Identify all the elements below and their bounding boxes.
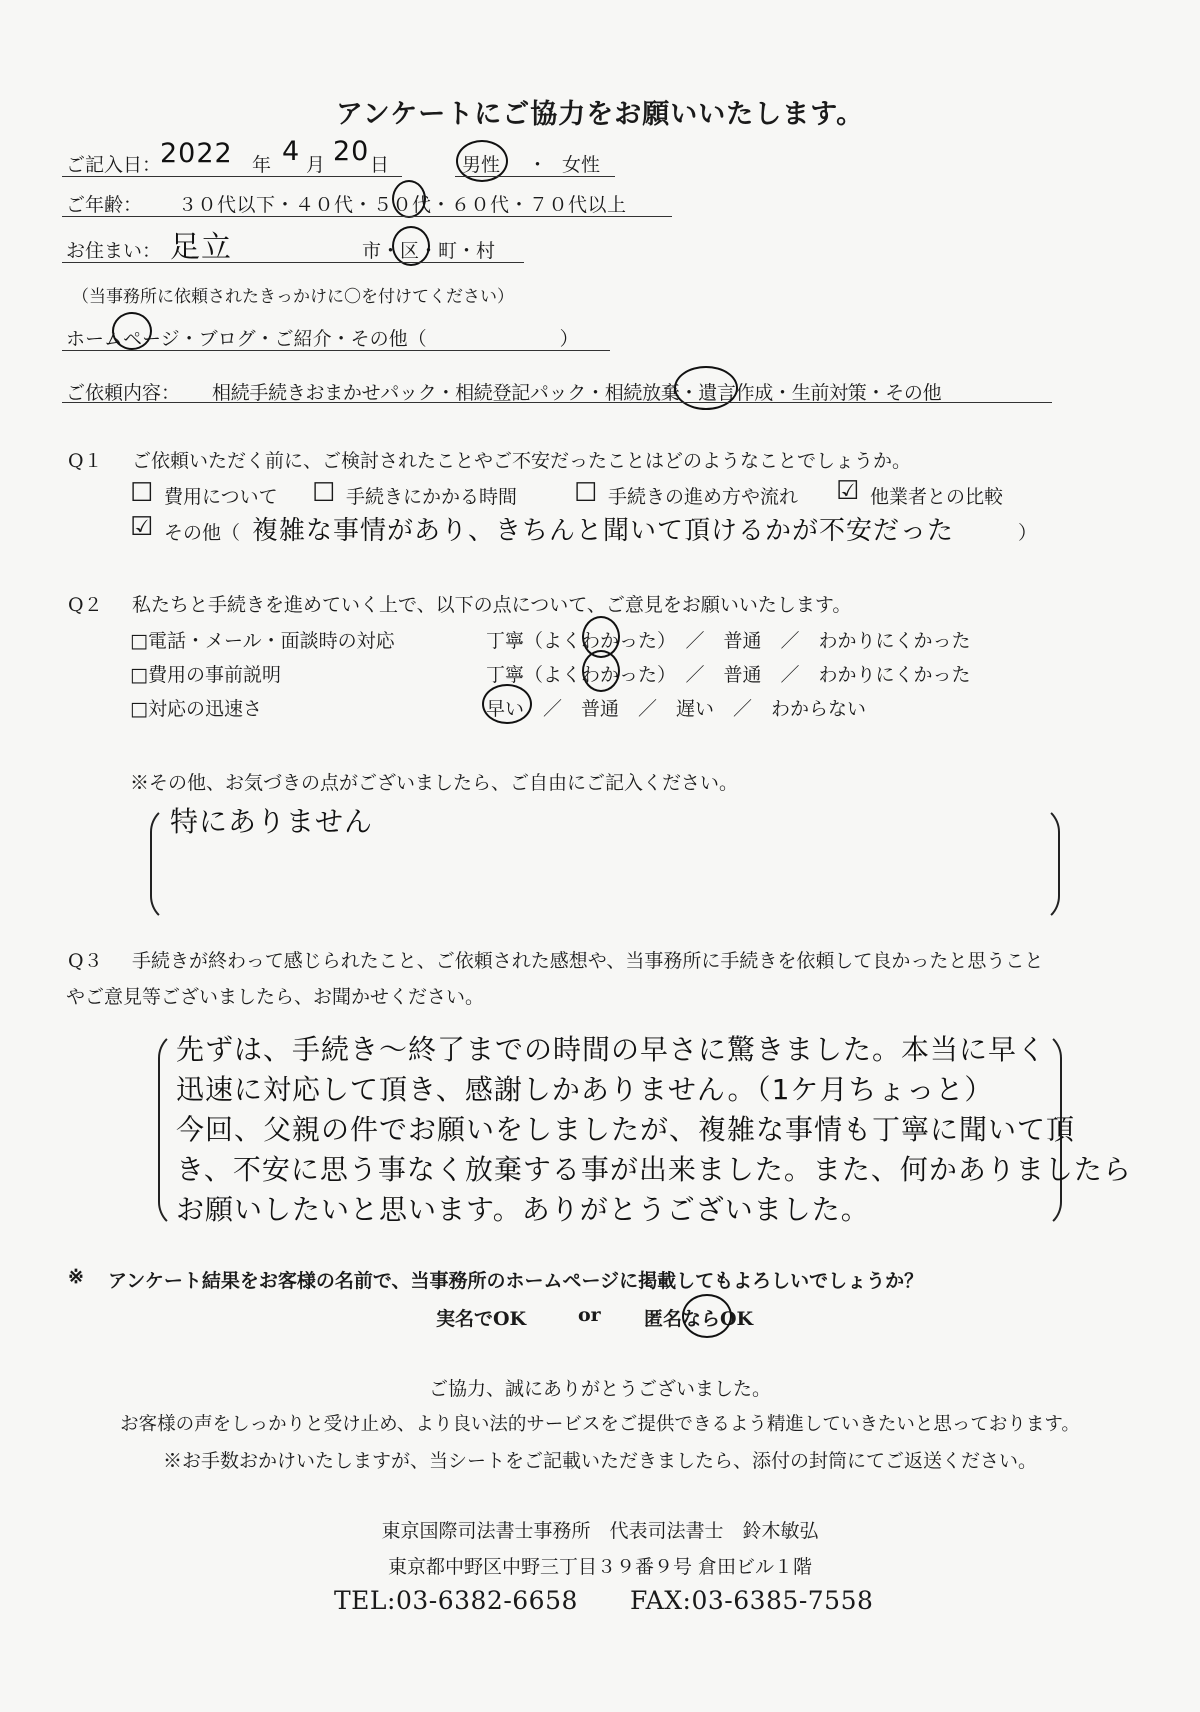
q2-scale2-circle <box>582 650 620 692</box>
q1-number: Q１ <box>68 450 103 472</box>
q3-question-line1: 手続きが終わって感じられたこと、ご依頼された感想や、当事務所に手続きを依頼して良かったと思うこと <box>132 950 1044 972</box>
date-year-unit: 年 <box>252 154 272 176</box>
residence-underline <box>62 262 524 263</box>
age-underline <box>62 216 672 217</box>
q1-opt1-label: 費用について <box>164 486 278 508</box>
q3-number: Q３ <box>68 950 103 972</box>
q1-opt4-checkbox[interactable]: ☑ <box>836 476 860 506</box>
date-month: 4 <box>282 136 301 167</box>
q2-item2[interactable]: □費用の事前説明 <box>130 664 281 686</box>
publish-or: or <box>578 1304 601 1326</box>
date-day-unit: 日 <box>370 154 390 176</box>
q2-item1[interactable]: □電話・メール・面談時の対応 <box>130 630 395 652</box>
trigger-options: ホームページ・ブログ・ご紹介・その他（ ） <box>66 328 579 350</box>
request-renunciation-circle <box>674 366 738 410</box>
date-year: 2022 <box>160 138 233 169</box>
q3-answer-line-1: 先ずは、手続き〜終了までの時間の早さに驚きました。本当に早く <box>176 1033 1047 1066</box>
closing-return-note: ※お手数おかけいたしますが、当シートをご記載いただきましたら、添付の封筒にてご返送ください。 <box>162 1450 1037 1472</box>
date-label: ご記入日： <box>66 154 162 176</box>
request-label: ご依頼内容： <box>66 382 181 404</box>
trigger-homepage-circle <box>112 312 152 350</box>
q2-scale2: 丁寧（よくわかった） ／ 普通 ／ わかりにくかった <box>486 664 971 686</box>
q3-answer-line-5: お願いしたいと思います。ありがとうございました。 <box>176 1193 870 1226</box>
q2-scale1: 丁寧（よくわかった） ／ 普通 ／ わかりにくかった <box>486 630 971 652</box>
age-options: ３０代以下・４０代・５０代・６０代・７０代以上 <box>178 194 627 216</box>
date-month-unit: 月 <box>306 154 326 176</box>
publish-question: アンケート結果をお客様の名前で、当事務所のホームページに掲載してもよろしいでしょうか？ <box>108 1270 924 1292</box>
page-title: アンケートにご協力をお願いいたします。 <box>335 99 865 130</box>
residence-label: お住まい： <box>66 240 162 262</box>
publish-real-name[interactable]: 実名でOK <box>436 1308 527 1330</box>
q1-other-checkbox[interactable]: ☑ <box>130 512 154 542</box>
office-address: 東京都中野区中野三丁目３９番９号 倉田ビル１階 <box>387 1556 813 1578</box>
q2-free-label: ※その他、お気づきの点がございましたら、ご自由にご記入ください。 <box>130 772 739 794</box>
q3-answer-line-2: 迅速に対応して頂き、感謝しかありません。（1ケ月ちょっと） <box>176 1073 994 1106</box>
q2-free-text: 特にありません <box>170 805 374 838</box>
closing-thanks: ご協力、誠にありがとうございました。 <box>428 1378 771 1400</box>
office-fax: FAX:03-6385-7558 <box>630 1586 874 1615</box>
request-underline <box>62 402 1052 403</box>
gender-female: 女性 <box>562 154 601 176</box>
q1-other-text: 複雑な事情があり、きちんと聞いて頂けるかが不安だった <box>252 516 955 546</box>
q1-question: ご依頼いただく前に、ご検討されたことやご不安だったことはどのようなことでしょうか。 <box>132 450 912 472</box>
request-options: 相続手続きおまかせパック・相続登記パック・相続放棄・遺言作成・生前対策・その他 <box>212 382 942 404</box>
residence-options: 市・区・町・村 <box>362 240 496 262</box>
gender-sep: ・ <box>528 154 548 176</box>
office-tel: TEL:03-6382-6658 <box>334 1586 578 1615</box>
q1-opt1-checkbox[interactable]: ☐ <box>130 478 154 508</box>
q1-opt3-checkbox[interactable]: ☐ <box>574 478 598 508</box>
closing-message: お客様の声をしっかりと受け止め、より良い法的サービスをご提供できるよう精進していきたいと思っております。 <box>120 1414 1080 1435</box>
q1-other-close: ） <box>1018 522 1038 544</box>
q3-answer-line-4: き、不安に思う事なく放棄する事が出来ました。また、何かありましたら <box>176 1153 1132 1186</box>
q2-number: Q２ <box>68 594 103 616</box>
date-day: 20 <box>333 136 370 167</box>
residence-ku-circle <box>392 226 430 266</box>
publish-anonymous-circle <box>682 1294 732 1338</box>
q2-item3[interactable]: □対応の迅速さ <box>130 698 262 720</box>
date-underline <box>62 176 402 177</box>
office-name: 東京国際司法書士事務所 代表司法書士 鈴木敏弘 <box>381 1520 819 1542</box>
q1-opt3-label: 手続きの進め方や流れ <box>608 486 799 508</box>
gender-male: 男性 <box>462 154 501 176</box>
q3-answer-line-3: 今回、父親の件でお願いをしましたが、複雑な事情も丁寧に聞いて頂 <box>176 1113 1076 1146</box>
q2-scale3-circle <box>482 684 532 724</box>
q2-question: 私たちと手続きを進めていく上で、以下の点について、ご意見をお願いいたします。 <box>132 594 852 616</box>
q1-opt4-label: 他業者との比較 <box>870 486 1004 508</box>
age-50-circle <box>392 180 426 218</box>
show-through-mark <box>420 808 427 833</box>
q2-scale3: 早い ／ 普通 ／ 遅い ／ わからない <box>486 698 867 720</box>
trigger-underline <box>62 350 610 351</box>
trigger-note: （当事務所に依頼されたきっかけに〇を付けてください） <box>72 287 514 307</box>
publish-mark: ※ <box>68 1266 84 1288</box>
publish-anonymous[interactable]: 匿名ならOK <box>644 1308 754 1330</box>
q1-other-label: その他（ <box>164 522 241 544</box>
age-label: ご年齢： <box>66 194 143 216</box>
q3-question-line2: やご意見等ございましたら、お聞かせください。 <box>66 986 485 1008</box>
q1-opt2-checkbox[interactable]: ☐ <box>312 478 336 508</box>
q1-opt2-label: 手続きにかかる時間 <box>346 486 518 508</box>
residence-handwritten: 足立 <box>170 230 232 265</box>
gender-underline <box>455 176 615 177</box>
